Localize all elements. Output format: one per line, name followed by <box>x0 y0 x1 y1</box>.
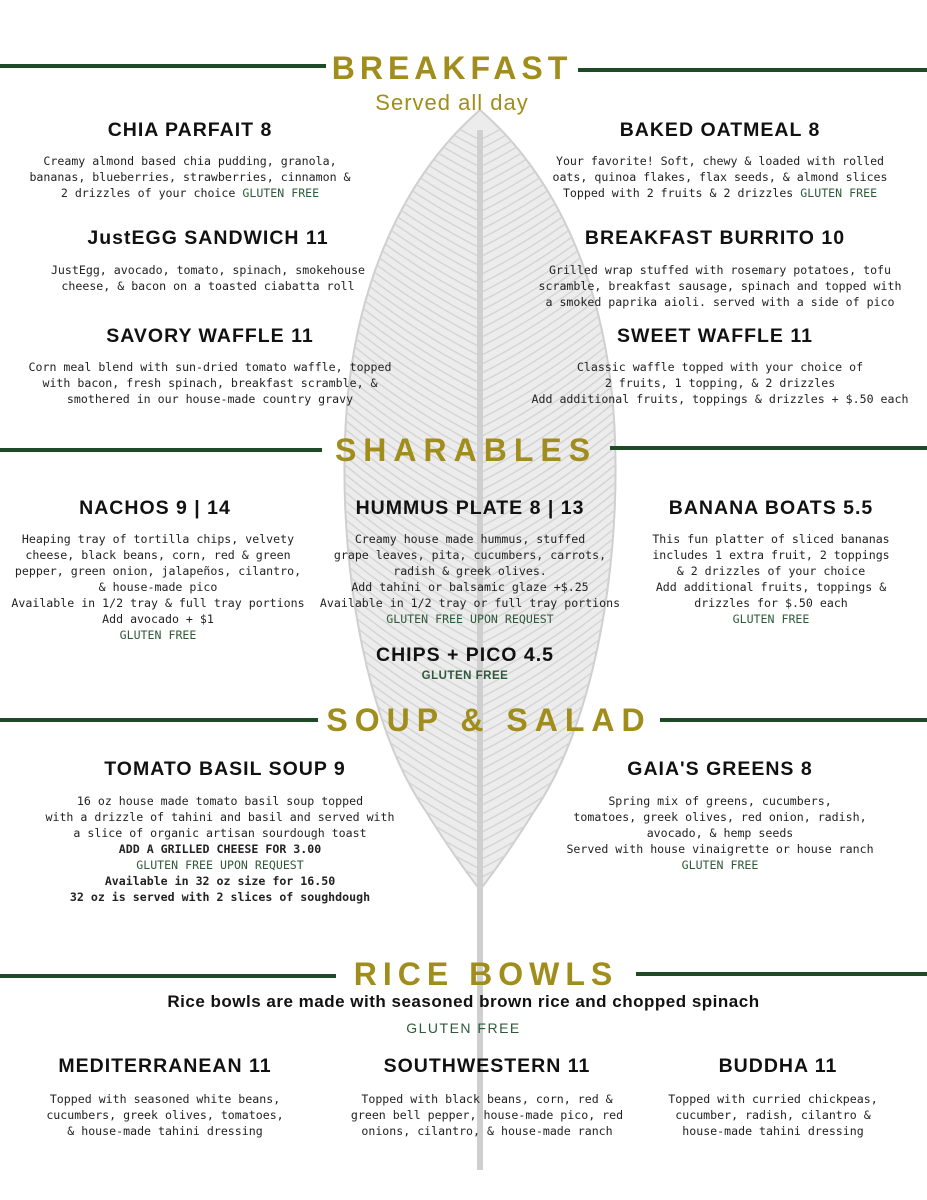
section-rule <box>0 448 322 452</box>
gluten-free-tag: GLUTEN FREE <box>800 186 878 200</box>
gluten-free-tag: GLUTEN FREE <box>119 628 197 642</box>
section-rule <box>0 974 336 978</box>
gluten-free-tag: GLUTEN FREE <box>681 858 759 872</box>
menu-item-description: This fun platter of sliced bananas includes 1 extra fruit, 2 toppings & 2 drizzles of your choice Add additional fruits, toppings & drizzles for $.50 each GLUTEN FREE <box>628 531 914 627</box>
menu-item-name: CHIPS + PICO 4.5 <box>375 644 555 666</box>
menu-item-description: Topped with curried chickpeas, cucumber, radish, cilantro & house-made tahini dressing <box>668 1092 878 1138</box>
menu-item-name: MEDITERRANEAN 11 <box>58 1055 272 1077</box>
menu-item-name: BANANA BOATS 5.5 <box>668 497 874 519</box>
menu-item-description: Corn meal blend with sun-dried tomato waffle, topped with bacon, fresh spinach, breakfast scramble, & smothered in our house-made country gravy <box>28 360 392 406</box>
gluten-free-tag: GLUTEN FREE UPON REQUEST <box>386 612 554 626</box>
menu-item-name: HUMMUS PLATE 8 | 13 <box>355 497 585 519</box>
sharables-title: SHARABLES <box>334 432 598 468</box>
rice-bowls-title: RICE BOWLS <box>353 956 619 992</box>
menu-item-description: JustEgg, avocado, tomato, spinach, smokehouse cheese, & bacon on a toasted ciabatta roll <box>50 263 366 293</box>
menu-item-description: Grilled wrap stuffed with rosemary potatoes, tofu scramble, breakfast sausage, spinach and topped with a smoked paprika aioli. served with a side of pico <box>538 263 902 309</box>
menu-item-description: Heaping tray of tortilla chips, velvety cheese, black beans, corn, red & green pepper, green onion, jalapeños, cilantro, & house-made pico Available in 1/2 tray & full tray portions Add avocado + $1 GLUTEN FREE <box>0 531 316 643</box>
gluten-free-tag: GLUTEN FREE <box>732 612 810 626</box>
section-rule <box>0 718 318 722</box>
menu-item-name: JustEGG SANDWICH 11 <box>87 227 329 249</box>
menu-item-name: SAVORY WAFFLE 11 <box>106 325 314 347</box>
breakfast-subtitle: Served all day <box>375 90 529 115</box>
rice-bowls-note: Rice bowls are made with seasoned brown rice and chopped spinach <box>167 992 760 1011</box>
menu-item-description: Topped with black beans, corn, red & green bell pepper, house-made pico, red onions, cilantro, & house-made ranch <box>350 1092 624 1138</box>
section-rule <box>0 64 326 68</box>
gluten-free-tag: GLUTEN FREE <box>421 670 509 682</box>
section-rule <box>660 718 927 722</box>
section-rule <box>610 446 927 450</box>
menu-item-description: Your favorite! Soft, chewy & loaded with rolled oats, quinoa flakes, flax seeds, & almond slices Topped with 2 fruits & 2 drizzles GLUTEN FREE <box>552 154 888 200</box>
menu-item-name: TOMATO BASIL SOUP 9 <box>104 758 346 780</box>
gluten-free-tag: GLUTEN FREE <box>242 186 320 200</box>
menu-item-name: BAKED OATMEAL 8 <box>619 119 821 141</box>
menu-item-name: BUDDHA 11 <box>718 1055 838 1077</box>
section-rule <box>578 68 927 72</box>
menu-item-description: Creamy almond based chia pudding, granola, bananas, blueberries, strawberries, cinnamon & 2 drizzles of your choice GLUTEN FREE <box>29 154 351 200</box>
gluten-free-tag: GLUTEN FREE UPON REQUEST <box>136 858 304 872</box>
breakfast-title: BREAKFAST <box>331 50 573 86</box>
soup-salad-title: SOUP & SALAD <box>326 702 652 738</box>
menu-item-name: CHIA PARFAIT 8 <box>107 119 273 141</box>
menu-item-name: SWEET WAFFLE 11 <box>617 325 813 347</box>
section-rule <box>636 972 927 976</box>
menu-item-name: NACHOS 9 | 14 <box>79 497 231 519</box>
menu-item-name: BREAKFAST BURRITO 10 <box>584 227 846 249</box>
menu-item-description: Topped with seasoned white beans, cucumbers, greek olives, tomatoes, & house-made tahini dressing <box>46 1092 284 1138</box>
menu-item-description: Spring mix of greens, cucumbers, tomatoes, greek olives, red onion, radish, avocado, & hemp seeds Served with house vinaigrette or house ranch GLUTEN FREE <box>540 793 900 873</box>
menu-item-description: Classic waffle topped with your choice of 2 fruits, 1 topping, & 2 drizzles Add additional fruits, toppings & drizzles + $.50 each <box>531 360 909 406</box>
gluten-free-tag: GLUTEN FREE <box>406 1020 521 1036</box>
menu-item-name: SOUTHWESTERN 11 <box>383 1055 591 1077</box>
menu-item-description: 16 oz house made tomato basil soup topped with a drizzle of tahini and basil and served with a slice of organic artisan sourdough toast ADD A GRILLED CHEESE FOR 3.00 GLUTEN FREE UPON REQUEST Available in 32 oz size for 16.50 32 oz is served with 2 slices of soughdough <box>20 793 420 905</box>
menu-item-name: GAIA'S GREENS 8 <box>627 758 813 780</box>
menu-item-description: Creamy house made hummus, stuffed grape leaves, pita, cucumbers, carrots, radish & greek olives. Add tahini or balsamic glaze +$.25 Available in 1/2 tray or full tray portions GLUTEN FREE UPON REQUEST <box>310 531 630 627</box>
